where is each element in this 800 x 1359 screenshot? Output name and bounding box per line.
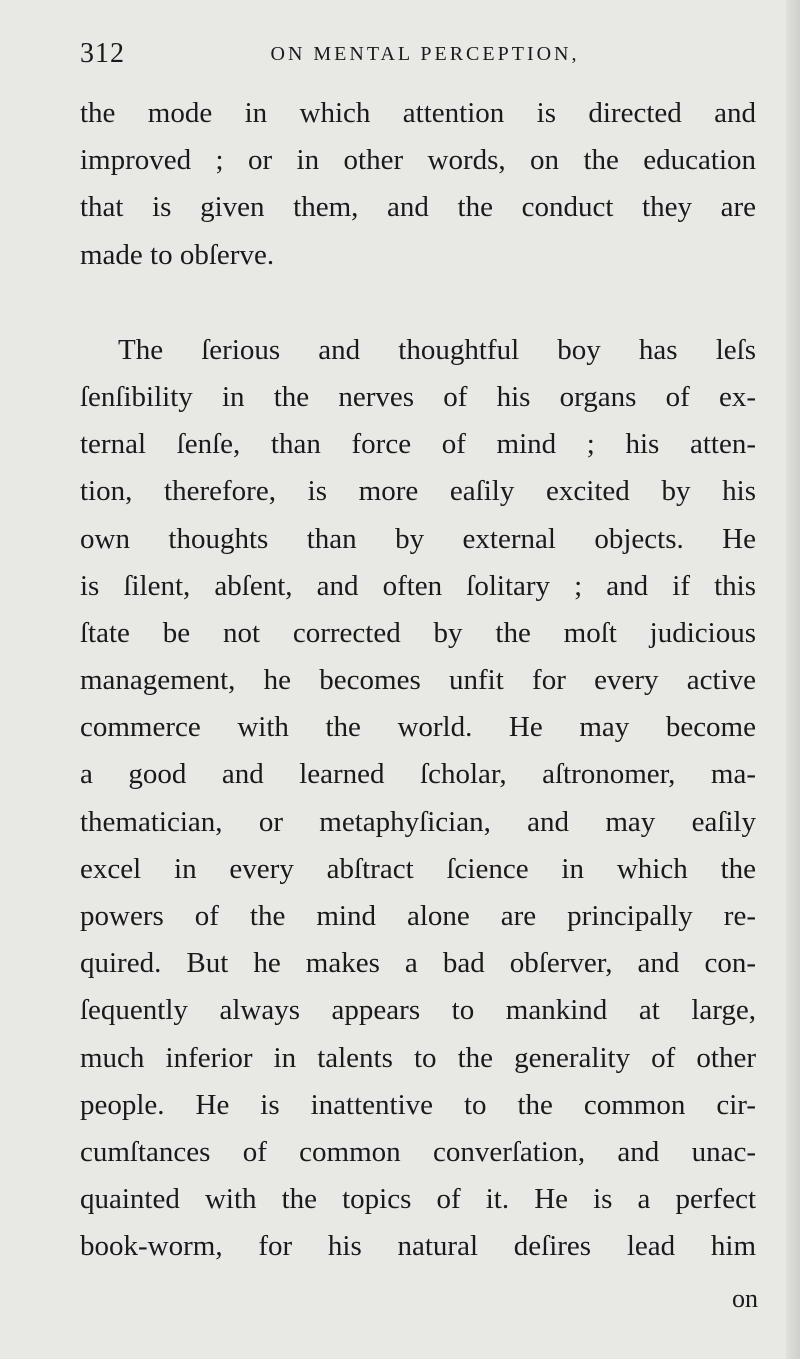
text-line: that is given them, and the conduct they are xyxy=(80,191,756,224)
text-line: much inferior in talents to the generality of other xyxy=(80,1041,756,1074)
text-line: thematician, or metaphyſician, and may eaſily xyxy=(80,805,756,838)
text-line: people. He is inattentive to the common cir- xyxy=(80,1088,756,1121)
text-line: made to obſerve. xyxy=(80,238,275,271)
text-line: a good and learned ſcholar, aſtronomer, ma- xyxy=(80,758,756,791)
paragraph xyxy=(80,327,756,1271)
text-line: tion, therefore, is more eaſily excited by his xyxy=(80,475,756,508)
text-line: ſequently always appears to mankind at large, xyxy=(80,994,756,1027)
body-text xyxy=(80,90,756,1271)
text-line: ſenſibility in the nerves of his organs of ex- xyxy=(80,380,756,413)
text-line: book-worm, for his natural deſires lead him xyxy=(80,1230,756,1263)
text-line: own thoughts than by external objects. He xyxy=(80,522,756,555)
paragraph xyxy=(80,90,756,279)
text-line: ternal ſenſe, than force of mind ; his atten- xyxy=(80,428,756,461)
text-line: is ſilent, abſent, and often ſolitary ; and if this xyxy=(80,569,756,602)
text-line: The ſerious and thoughtful boy has leſs xyxy=(118,333,756,366)
text-line: management, he becomes unfit for every active xyxy=(80,664,756,697)
paragraph-gap xyxy=(80,279,756,327)
text-line: ſtate be not corrected by the moſt judicious xyxy=(80,616,756,649)
catchword: on xyxy=(732,1284,758,1313)
page-number: 312 xyxy=(80,38,125,69)
text-line: excel in every abſtract ſcience in which the xyxy=(80,852,756,885)
text-line: cumſtances of common converſation, and unac- xyxy=(80,1135,756,1168)
text-line: improved ; or in other words, on the education xyxy=(80,144,756,177)
running-head: ON MENTAL PERCEPTION, xyxy=(270,43,580,65)
text-line: commerce with the world. He may become xyxy=(80,711,756,744)
text-line: the mode in which attention is directed and xyxy=(80,97,756,129)
text-line: powers of the mind alone are principally re- xyxy=(80,900,756,932)
text-line: quired. But he makes a bad obſerver, and con- xyxy=(80,947,756,980)
text-line: quainted with the topics of it. He is a perfect xyxy=(80,1183,756,1216)
